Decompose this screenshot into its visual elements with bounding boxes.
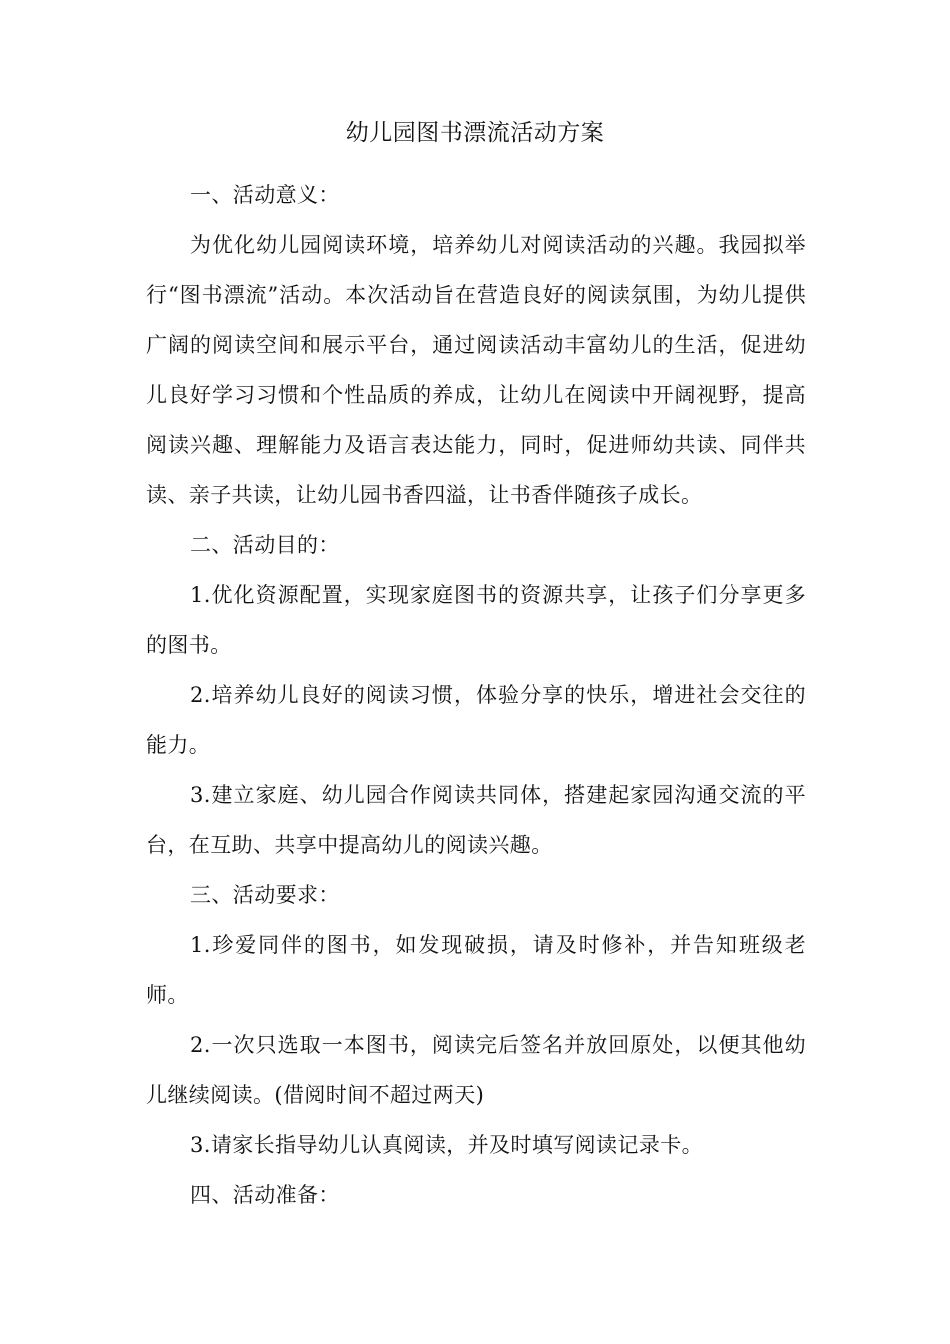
section-heading-preparation: 四、活动准备： — [190, 1183, 340, 1207]
paragraph-purpose-2: 2.培养幼儿良好的阅读习惯，体验分享的快乐，增进社会交往的能力。 — [146, 683, 806, 757]
paragraph-significance: 为优化幼儿园阅读环境，培养幼儿对阅读活动的兴趣。我园拟举行“图书漂流”活动。本次活动旨在营造良好的阅读氛围，为幼儿提供广阔的阅读空间和展示平台，通过阅读活动丰富幼儿的生活，促进幼儿良好学习习惯和个性品质的养成，让幼儿在阅读中开阔视野，提高阅读兴趣、理解能力及语言表达能力，同时，促进师幼共读、同伴共读、亲子共读，让幼儿园书香四溢，让书香伴随孩子成长。 — [146, 233, 806, 507]
section-heading-requirements: 三、活动要求： — [190, 883, 340, 907]
section-heading-purpose: 二、活动目的： — [190, 533, 340, 557]
document-body — [146, 170, 806, 1220]
paragraph-requirement-2: 2.一次只选取一本图书，阅读完后签名并放回原处，以便其他幼儿继续阅读。(借阅时间不超过两天) — [146, 1033, 806, 1107]
paragraph-purpose-3: 3.建立家庭、幼儿园合作阅读共同体，搭建起家园沟通交流的平台，在互助、共享中提高幼儿的阅读兴趣。 — [146, 783, 806, 857]
section-heading-significance: 一、活动意义： — [190, 183, 340, 207]
paragraph-requirement-1: 1.珍爱同伴的图书，如发现破损，请及时修补，并告知班级老师。 — [146, 933, 806, 1007]
paragraph-requirement-3: 3.请家长指导幼儿认真阅读，并及时填写阅读记录卡。 — [190, 1133, 704, 1157]
page-title: 幼儿园图书漂流活动方案 — [345, 120, 605, 146]
paragraph-purpose-1: 1.优化资源配置，实现家庭图书的资源共享，让孩子们分享更多的图书。 — [146, 583, 806, 657]
